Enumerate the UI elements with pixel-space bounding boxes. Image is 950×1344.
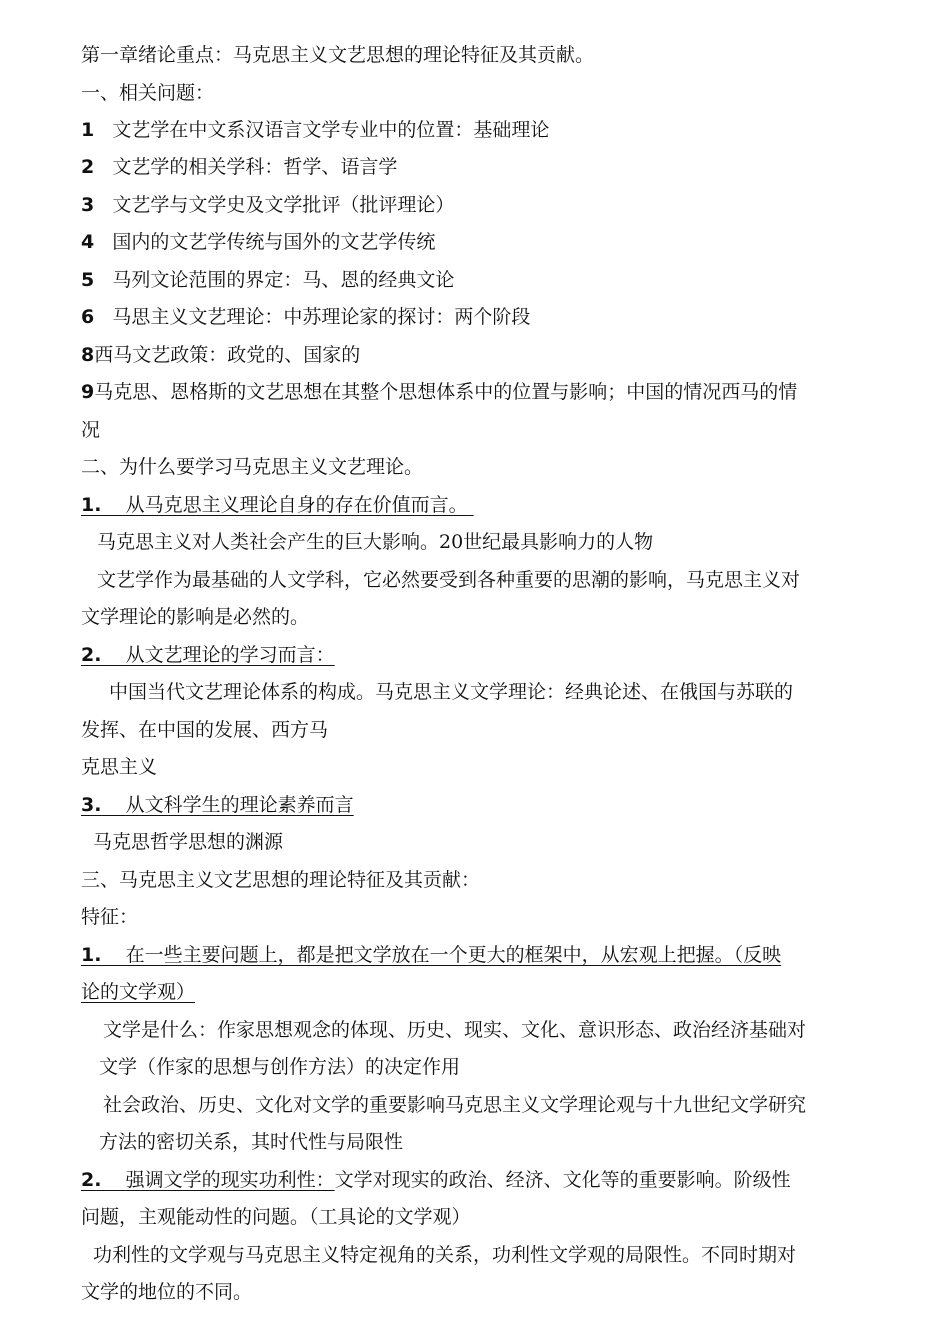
list-item bbox=[81, 149, 881, 187]
section-heading-3: 三、马克思主义文艺思想的理论特征及其贡献： bbox=[81, 869, 481, 891]
item-text: 马克思、恩格斯的文艺思想在其整个思想体系中的位置与影响；中国的情况西马的情 bbox=[94, 381, 798, 403]
item-number: 2 bbox=[81, 156, 95, 178]
paragraph-line: 文学理论的影响是必然的。 bbox=[81, 606, 310, 628]
subheading bbox=[81, 1162, 881, 1200]
subheading bbox=[81, 637, 881, 675]
subheading-continued: 论的文学观） bbox=[81, 981, 196, 1003]
item-text: 在一些主要问题上，都是把文学放在一个更大的框架中，从宏观上把握。（反映 bbox=[125, 944, 782, 966]
subheading bbox=[81, 487, 881, 525]
chapter-title: 第一章绪论重点：马克思主义文艺思想的理论特征及其贡献。 bbox=[81, 44, 595, 66]
item-text: 西马文艺政策：政党的、国家的 bbox=[94, 344, 361, 366]
paragraph-line: 中国当代文艺理论体系的构成。马克思主义文学理论：经典论述、在俄国与苏联的 bbox=[109, 681, 794, 703]
item-number: 1 bbox=[81, 119, 95, 141]
item-text: 从文科学生的理论素养而言 bbox=[125, 794, 354, 816]
item-number: 2. bbox=[81, 644, 102, 666]
item-text: 强调文学的现实功利性： bbox=[125, 1169, 335, 1191]
item-text: 文艺学在中文系汉语言文学专业中的位置：基础理论 bbox=[112, 119, 550, 141]
item-text: 文艺学的相关学科：哲学、语言学 bbox=[112, 156, 398, 178]
item-text: 从文艺理论的学习而言： bbox=[125, 644, 335, 666]
item-text: 马思主义文艺理论：中苏理论家的探讨：两个阶段 bbox=[112, 306, 531, 328]
paragraph-line: 特征： bbox=[81, 906, 139, 928]
list-item bbox=[81, 299, 881, 337]
list-item bbox=[81, 374, 881, 412]
item-text-rest: 文学对现实的政治、经济、文化等的重要影响。阶级性 bbox=[334, 1169, 791, 1191]
section-heading-1: 一、相关问题： bbox=[81, 82, 215, 104]
paragraph-line: 文学是什么：作家思想观念的体现、历史、现实、文化、意识形态、政治经济基础对 bbox=[103, 1019, 807, 1041]
item-number: 3. bbox=[81, 794, 102, 816]
paragraph-line: 功利性的文学观与马克思主义特定视角的关系，功利性文学观的局限性。不同时期对 bbox=[93, 1244, 797, 1266]
paragraph-line: 社会政治、历史、文化对文学的重要影响马克思主义文学理论观与十九世纪文学研究 bbox=[103, 1094, 807, 1116]
paragraph-line: 问题，主观能动性的问题。（工具论的文学观） bbox=[81, 1206, 471, 1228]
paragraph-line: 文学的地位的不同。 bbox=[81, 1281, 253, 1303]
paragraph-line: 马克思主义对人类社会产生的巨大影响。20世纪最具影响力的人物 bbox=[97, 531, 654, 553]
subheading bbox=[81, 937, 881, 975]
item-number: 3 bbox=[81, 194, 95, 216]
list-item bbox=[81, 224, 881, 262]
list-item bbox=[81, 112, 881, 150]
item-text: 马列文论范围的界定：马、恩的经典文论 bbox=[112, 269, 455, 291]
paragraph-line: 发挥、在中国的发展、西方马 bbox=[81, 719, 329, 741]
subheading bbox=[81, 787, 881, 825]
item-number: 9 bbox=[81, 381, 95, 403]
paragraph-line: 马克思哲学思想的渊源 bbox=[93, 831, 284, 853]
item-number: 1. bbox=[81, 494, 102, 516]
item-text: 从马克思主义理论自身的存在价值而言。 bbox=[125, 494, 468, 516]
list-item bbox=[81, 337, 881, 375]
item-number: 1. bbox=[81, 944, 102, 966]
item-text: 文艺学与文学史及文学批评（批评理论） bbox=[112, 194, 455, 216]
item-number: 8 bbox=[81, 344, 95, 366]
paragraph-line: 克思主义 bbox=[81, 756, 158, 778]
paragraph-line: 况 bbox=[81, 419, 101, 441]
item-number: 6 bbox=[81, 306, 95, 328]
list-item bbox=[81, 262, 881, 300]
paragraph-line: 文艺学作为最基础的人文学科，它必然要受到各种重要的思潮的影响，马克思主义对 bbox=[97, 569, 801, 591]
item-number: 5 bbox=[81, 269, 95, 291]
list-item bbox=[81, 187, 881, 225]
item-number: 4 bbox=[81, 231, 95, 253]
paragraph-line: 方法的密切关系，其时代性与局限性 bbox=[99, 1131, 404, 1153]
item-text: 国内的文艺学传统与国外的文艺学传统 bbox=[112, 231, 436, 253]
item-number: 2. bbox=[81, 1169, 102, 1191]
section-heading-2: 二、为什么要学习马克思主义文艺理论。 bbox=[81, 456, 424, 478]
paragraph-line: 文学（作家的思想与创作方法）的决定作用 bbox=[99, 1056, 461, 1078]
